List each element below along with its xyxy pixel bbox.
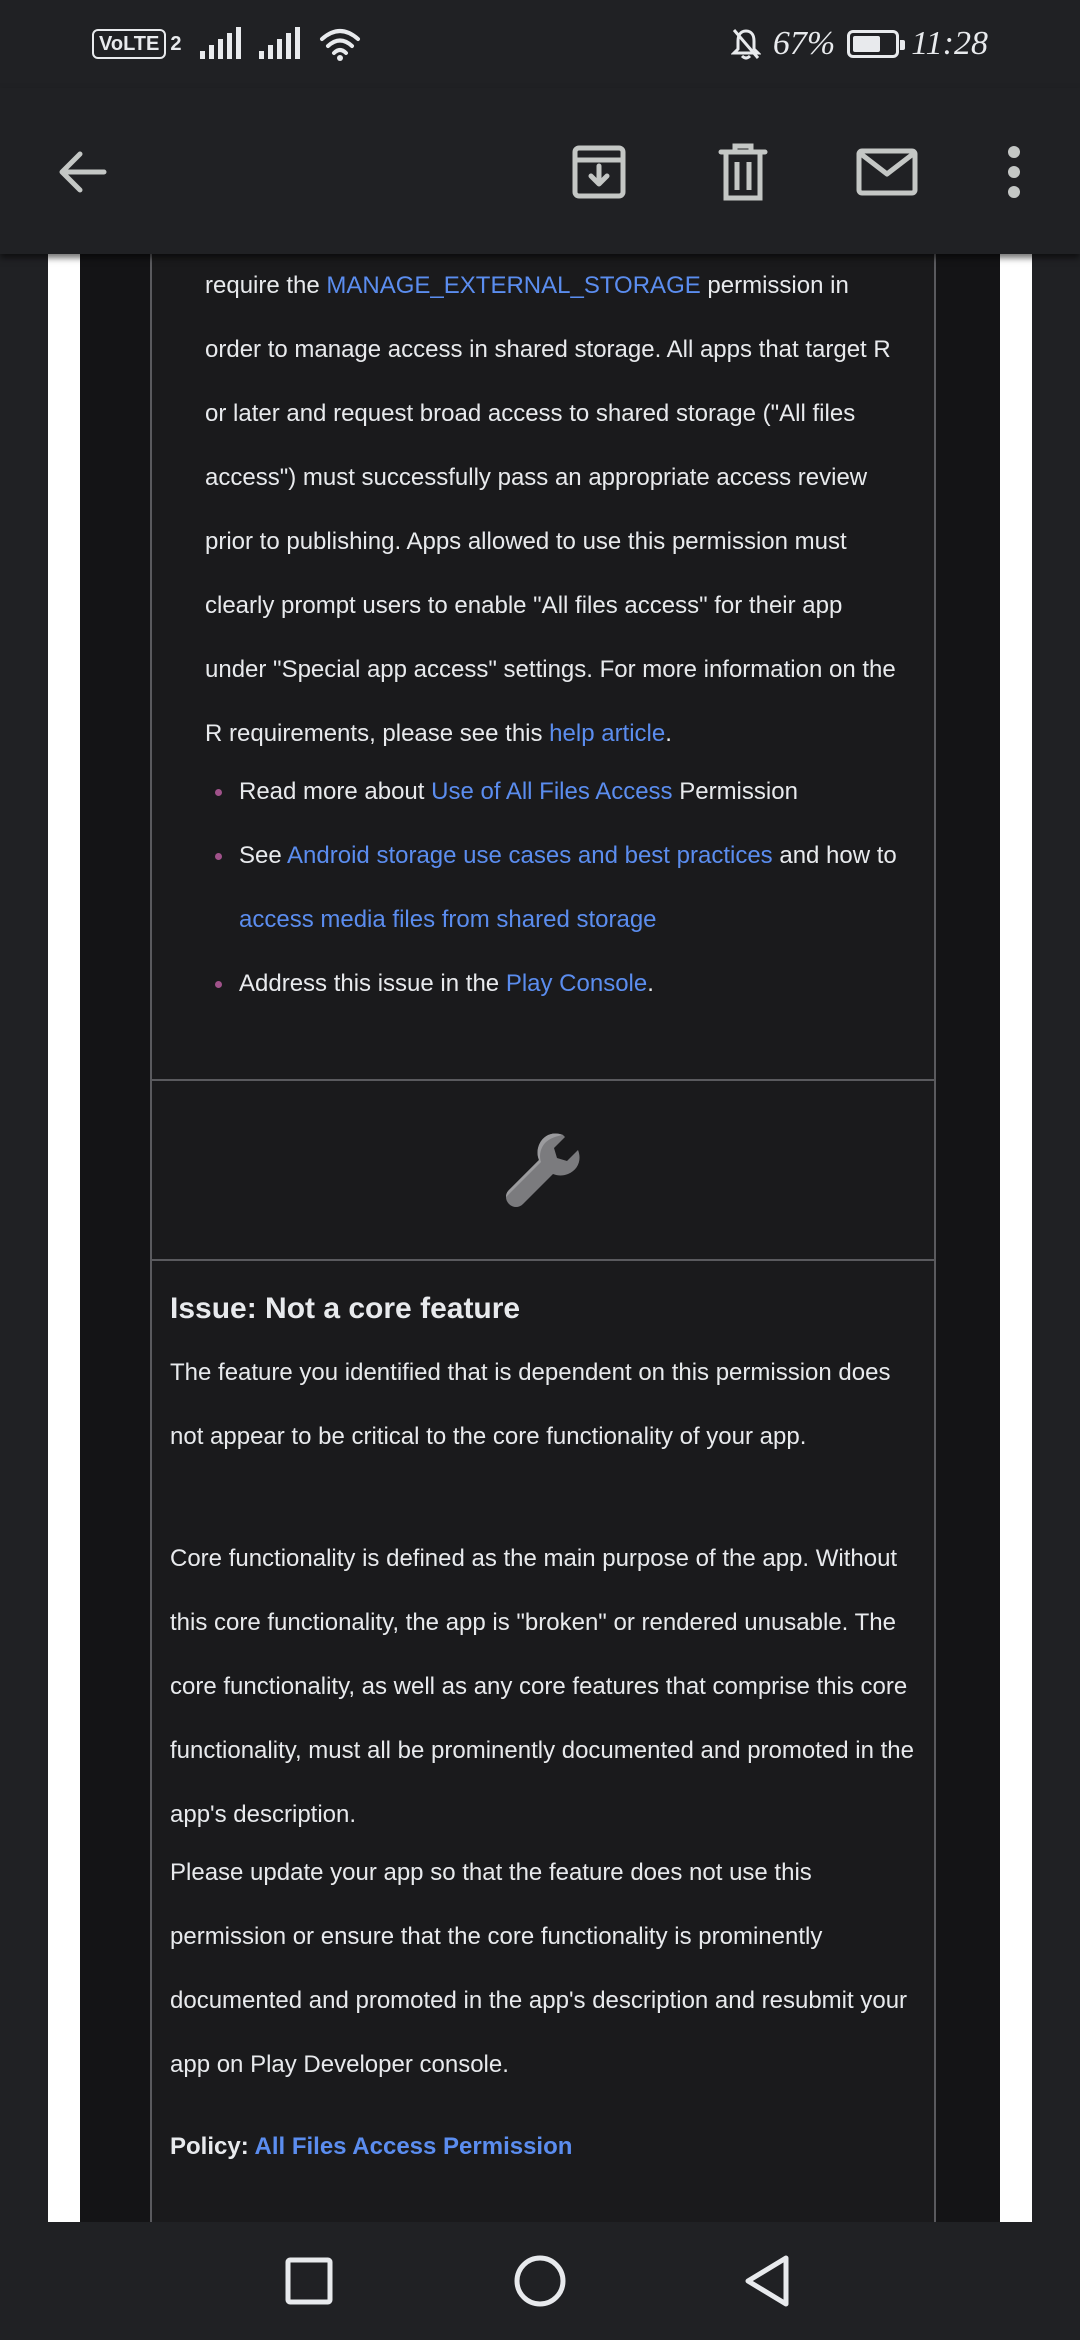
issue-title: Issue: Not a core feature	[170, 1292, 521, 1325]
storage-requirements-paragraph	[205, 254, 905, 766]
mark-unread-button[interactable]	[851, 136, 923, 208]
storage-use-cases-link[interactable]: Android storage use cases and best practices	[287, 842, 773, 869]
back-arrow-icon	[54, 144, 110, 200]
archive-icon	[569, 142, 629, 202]
text-segment: Read more about	[239, 778, 432, 805]
wrench-divider-section	[152, 1083, 934, 1261]
core-functionality-paragraph: Core functionality is defined as the main purpose of the app. Without this core functionality, the app is "broken" or rendered unusable. The core functionality, as well as any core features that comprise this core functionality, must all be prominently documented and promoted in the app's description.	[170, 1545, 914, 1828]
list-item	[205, 824, 915, 952]
mark-unread-icon	[855, 147, 919, 197]
wifi-icon	[318, 27, 362, 61]
delete-button[interactable]	[707, 136, 779, 208]
text-segment: .	[647, 970, 654, 997]
storage-requirements-section	[152, 254, 934, 1081]
text-segment: permission in order to manage access in shared storage. All apps that target R or later and request broad access to shared storage ("All files access") must successfully pass an appropriate access review prior to publishing. Apps allowed to use this permission must clearly prompt users to enable "All files access" for their app under "Special app access" settings. For more information on the R requirements, please see this	[205, 272, 896, 747]
volte-label: VoLTE	[92, 29, 166, 59]
issue-paragraph: The feature you identified that is dependent on this permission does not appear to be critical to the core functionality of your app.	[170, 1359, 891, 1450]
more-options-icon	[1004, 144, 1024, 200]
play-console-link[interactable]: Play Console	[505, 970, 648, 997]
battery-percent: 67%	[772, 25, 836, 62]
system-back-button[interactable]	[734, 2248, 800, 2314]
all-files-access-permission-link[interactable]: All Files Access Permission	[254, 2133, 573, 2160]
wrench-icon	[501, 1129, 585, 1213]
email-content[interactable]	[0, 254, 1080, 2222]
text-segment: require the	[205, 272, 327, 299]
archive-button[interactable]	[563, 136, 635, 208]
resource-list	[205, 760, 915, 1016]
text-segment: See	[239, 842, 288, 869]
list-item	[205, 760, 915, 824]
use-of-all-files-access-link[interactable]: Use of All Files Access	[431, 778, 673, 805]
signal-sim1-icon	[200, 29, 241, 59]
text-segment: Permission	[672, 778, 798, 805]
access-media-files-link[interactable]: access media files from shared storage	[239, 906, 657, 933]
manage-external-storage-link[interactable]: MANAGE_EXTERNAL_STORAGE	[326, 272, 701, 299]
update-app-paragraph: Please update your app so that the feature does not use this permission or ensure that the core functionality is prominently documented and promoted in the app's description and resubmit your app on Play Developer console.	[170, 1859, 908, 2078]
app-bar	[0, 88, 1080, 254]
issue-section	[152, 1263, 934, 2222]
back-button[interactable]	[46, 136, 118, 208]
status-left	[92, 22, 362, 66]
text-segment: and how to	[772, 842, 897, 869]
battery-fill	[853, 36, 880, 52]
text-segment: Address this issue in the	[239, 970, 506, 997]
navigation-bar	[0, 2222, 1080, 2340]
text-segment: .	[665, 720, 672, 747]
policy-label: Policy:	[170, 2133, 249, 2160]
more-options-button[interactable]	[978, 136, 1050, 208]
clock: 11:28	[911, 25, 988, 62]
delete-icon	[715, 142, 771, 202]
help-article-link[interactable]: help article	[549, 720, 666, 747]
battery-icon	[847, 30, 899, 58]
recents-button[interactable]	[276, 2248, 342, 2314]
volte-sim-number: 2	[170, 32, 182, 55]
home-button[interactable]	[507, 2248, 573, 2314]
list-item	[205, 952, 915, 1016]
status-right	[731, 22, 988, 66]
status-bar	[0, 0, 1080, 88]
recents-square-icon	[284, 2256, 334, 2306]
back-triangle-icon	[742, 2253, 792, 2309]
bell-muted-icon	[731, 27, 761, 61]
home-circle-icon	[512, 2253, 568, 2309]
volte-indicator	[92, 29, 182, 59]
policy-line	[170, 2127, 572, 2167]
signal-sim2-icon	[259, 29, 300, 59]
email-card	[150, 254, 936, 2222]
